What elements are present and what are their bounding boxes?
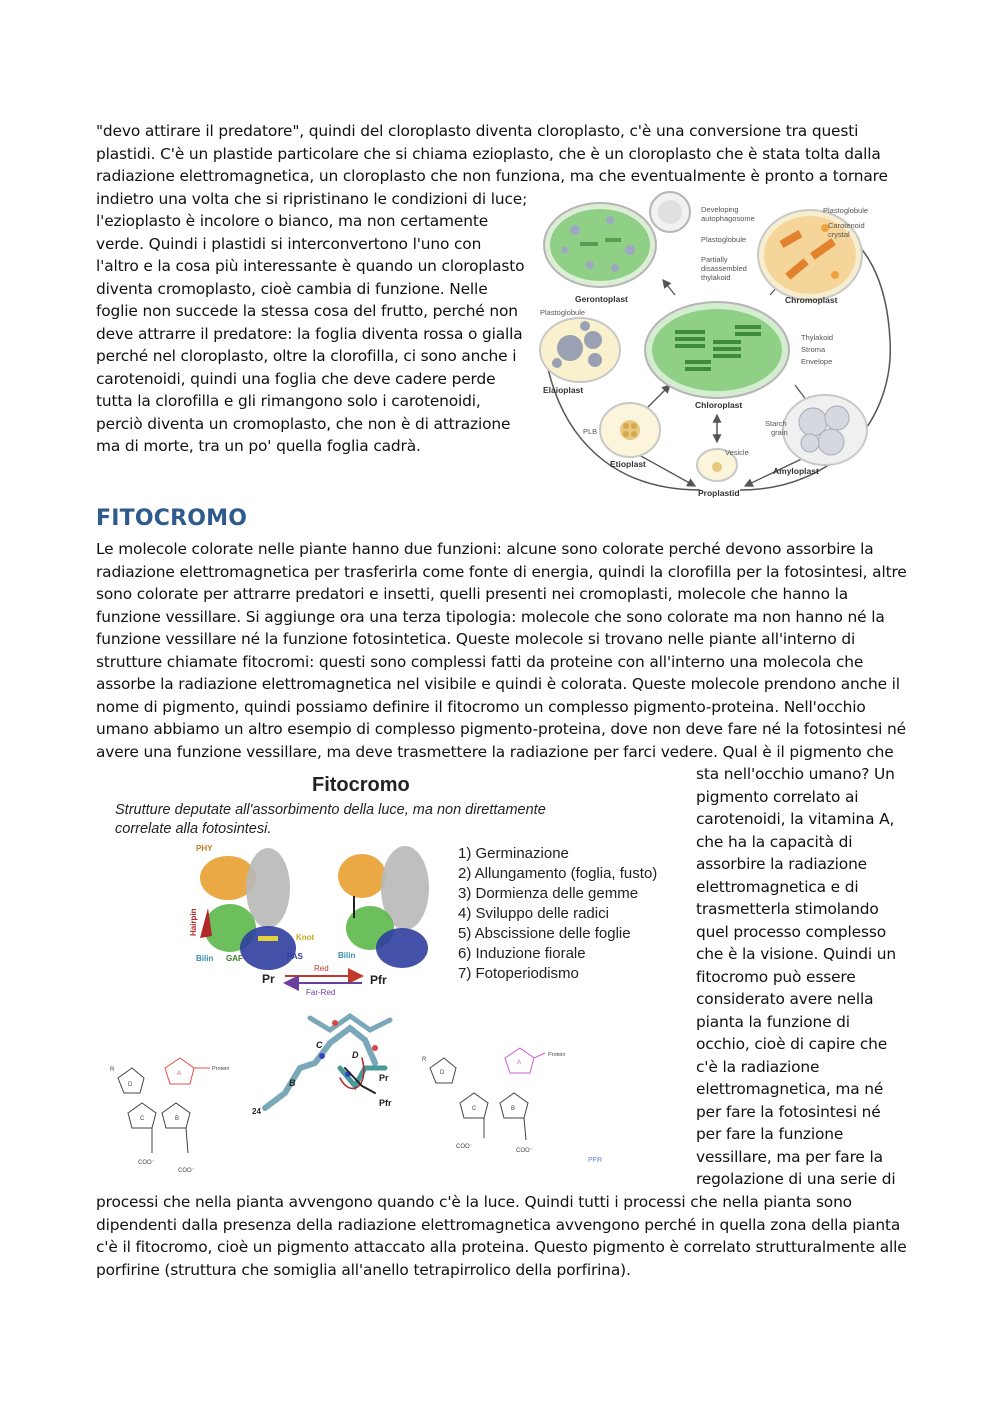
text-line: radiazione elettromagnetica, un cloroplasto che non funziona, ma che eventualmente è pronto a tornare: [96, 167, 888, 185]
list-item: 1) Germinazione: [458, 845, 569, 862]
text-line: fitocromo può essere: [696, 967, 856, 986]
label-elaioplast: Elaioplast: [543, 385, 584, 395]
label-amyloplast: Amyloplast: [773, 466, 819, 476]
plastid-diagram: [535, 190, 905, 502]
ring-c-right: C: [472, 1106, 477, 1112]
label-plastoglobule-chromo: Plastoglobule: [823, 206, 869, 215]
text-line: pigmento correlato ai: [696, 787, 859, 806]
text-line: ma di morte, tra un po' quella foglia cadrà.: [96, 437, 421, 455]
label-plastoglobule-elaio: Plastoglobule: [540, 308, 586, 317]
text-line: dipendenti dalla presenza della radiazione elettromagnetica avvengono perché in quella zona della pianta: [96, 1215, 901, 1234]
protein-structure-pr: [200, 848, 296, 970]
text-line: umano abbiamo un altro esempio di complesso pigmento-proteina, dove non deve fare né la fotosintesi né: [96, 720, 906, 738]
label-bilin-right: Bilin: [338, 951, 356, 960]
label-thylakoid-partial: thylakoid: [701, 273, 731, 282]
label-knot: Knot: [296, 933, 315, 942]
figure-subtitle-1: Strutture deputate all'assorbimento della luce, ma non direttamente: [115, 802, 546, 818]
label-gaf: GAF: [226, 954, 243, 963]
ring-d-right: D: [440, 1070, 445, 1076]
text-line: trasmetterla stimolando: [696, 900, 879, 918]
label-disassembled: disassembled: [701, 264, 747, 273]
text-line: c'è la radiazione: [696, 1057, 820, 1076]
ring-d-left: D: [128, 1082, 133, 1088]
chloroplast-illustration: [645, 302, 789, 398]
text-line: sono colorate per attrarre predatori e insetti, quelli presenti nei cromoplasti, molecole che hanno la: [96, 585, 849, 603]
section-heading: FITOCROMO: [96, 506, 248, 531]
label-carotenoid: Carotenoid: [828, 221, 865, 230]
arrow-chloro-geronto: [663, 280, 675, 295]
text-line: carotenoidi, quindi una foglia che deve cadere perde: [96, 369, 496, 388]
label-r-right: R: [422, 1057, 427, 1063]
label-pfr-small: Pfr: [379, 1098, 392, 1108]
protein-structure-pfr: [338, 846, 429, 968]
gerontoplast-illustration: [544, 192, 690, 287]
text-line: carotenoidi, la vitamina A,: [696, 810, 895, 828]
list-item: 4) Sviluppo delle radici: [458, 905, 609, 922]
text-line: assorbire la radiazione: [696, 855, 867, 873]
functions-list: [458, 845, 657, 982]
text-line: perché nel cloroplasto, oltre la clorofilla, ci sono anche i: [96, 347, 517, 365]
label-far-red: Far-Red: [306, 988, 336, 997]
text-line: che è la visione. Quindi un: [696, 945, 896, 963]
label-partially: Partially: [701, 255, 728, 264]
label-phy: PHY: [196, 844, 213, 853]
list-item: 5) Abscissione delle foglie: [458, 925, 631, 942]
text-line: funzione vessillare. Si aggiunge ora una terza tipologia: molecole che sono colorate ma non hanno né la: [96, 607, 885, 626]
label-starch: Starch: [765, 419, 787, 428]
text-line: c'è il fitocromo, cioè un pigmento attaccato alla proteina. Questo pigmento è correlato strutturalmente alle: [96, 1238, 907, 1256]
list-item: 2) Allungamento (foglia, fusto): [458, 865, 658, 882]
label-bilin-left: Bilin: [196, 954, 214, 963]
text-line: elettromagnetica e di: [696, 877, 859, 896]
label-coo-2: COO⁻: [178, 1168, 195, 1174]
label-proplastid: Proplastid: [698, 488, 740, 498]
label-thylakoid: Thylakoid: [801, 333, 834, 342]
label-gerontoplast: Gerontoplast: [575, 294, 628, 304]
text-line: considerato avere nella: [696, 990, 874, 1008]
text-line: che ha la capacità di: [696, 832, 853, 851]
text-line: plastidi. C'è un plastide particolare che si chiama ezioplasto, che è un cloroplasto che è stata tolta dalla: [96, 144, 881, 163]
text-line: l'altro e la cosa più interessante è quando un cloroplasto: [96, 257, 525, 275]
label-plastoglobule: Plastoglobule: [701, 235, 747, 244]
label-stroma: Stroma: [801, 345, 826, 354]
ring-a-right: A: [517, 1060, 522, 1066]
text-line: elettromagnetica, ma né: [696, 1080, 884, 1098]
label-crystal: crystal: [828, 230, 850, 239]
text-line: perciò diventa un cromoplasto, che non è di attrazione: [96, 414, 511, 433]
text-line: strutture chiamate fitocromi: questi sono complessi fatti da proteine con all'interno una molecola che: [96, 652, 864, 671]
text-line: sta nell'occhio umano? Un: [696, 765, 895, 783]
text-line: nome di pigmento, quindi possiamo definire il fitocromo un complesso pigmento-proteina. Nell'occhio: [96, 697, 866, 716]
label-r-left: R: [110, 1067, 115, 1073]
label-pfr-corner: PFR: [588, 1157, 602, 1164]
text-line: tutta la clorofilla e gli rimangono solo i carotenoidi,: [96, 392, 481, 410]
label-developing: Developing: [701, 205, 739, 214]
phytochrome-figure: [100, 768, 690, 1180]
label-coo-4: COO⁻: [516, 1148, 533, 1154]
text-line: porfirine (struttura che somiglia all'anello tetrapirrolico della porfirina).: [96, 1260, 631, 1279]
chromophore-model: [265, 1016, 390, 1108]
text-line: per fare la funzione: [696, 1125, 844, 1143]
fitocromo-paragraph: [96, 538, 907, 763]
text-line: indietro una volta che si ripristinano le condizioni di luce;: [96, 189, 528, 208]
text-line: processi che nella pianta avvengono quando c'è la luce. Quindi tutti i processi che nella pianta sono: [96, 1193, 852, 1211]
label-plb: PLB: [583, 427, 598, 436]
label-envelope: Envelope: [801, 357, 833, 366]
text-line: avere una funzione vessillare, ma deve trasmettere la radiazione per farci vedere. Qual è il pigmento che: [96, 742, 894, 761]
label-coo-3: COO⁻: [456, 1144, 473, 1150]
label-chromoplast: Chromoplast: [785, 295, 838, 305]
list-item: 3) Dormienza delle gemme: [458, 885, 639, 902]
ring-c-label: C: [316, 1040, 323, 1050]
label-pr: Pr: [262, 972, 275, 986]
ring-b-label: B: [289, 1078, 296, 1088]
label-grain: grain: [771, 428, 788, 437]
list-item: 7) Fotoperiodismo: [458, 965, 579, 982]
label-hairpin: Hairpin: [189, 908, 198, 936]
text-line: radiazione elettromagnetica per trasferirla come fonte di energia, quindi la clorofilla per la fotosintesi, altre: [96, 562, 907, 581]
text-line: regolazione di una serie di: [696, 1170, 896, 1188]
ring-c-left: C: [140, 1116, 145, 1122]
label-vesicle: Vesicle: [725, 448, 749, 457]
text-line: deve attrarre il predatore: la foglia diventa rossa o gialla: [96, 324, 523, 343]
figure-title: Fitocromo: [312, 774, 410, 796]
amyloplast-illustration: [783, 395, 867, 465]
text-line: diventa cromoplasto, cioè cambia di funzione. Nelle: [96, 279, 488, 298]
pfr-chemical-structure: [430, 1048, 545, 1140]
elaioplast-illustration: [540, 318, 620, 382]
label-protein-left: Protein: [212, 1066, 230, 1072]
text-line: Le molecole colorate nelle piante hanno due funzioni: alcune sono colorate perché devono assorbire la: [96, 540, 874, 558]
text-line: funzione vessillare né la funzione fotosintetica. Queste molecole si trovano nelle piante all'interno di: [96, 630, 856, 648]
figure-subtitle-2: correlate alla fotosintesi.: [115, 821, 272, 837]
label-autophagosome: autophagosome: [701, 214, 755, 223]
text-line: "devo attirare il predatore", quindi del cloroplasto diventa cloroplasto, c'è una conversione tra questi: [96, 122, 859, 140]
arrow-etio-chloro: [645, 385, 670, 410]
ring-b-right: B: [511, 1106, 516, 1112]
list-item: 6) Induzione fiorale: [458, 945, 586, 962]
text-line: foglie non succede la stessa cosa del frutto, perché non: [96, 302, 518, 320]
text-line: occhio, cioè di capire che: [696, 1035, 888, 1053]
ring-a-left: A: [177, 1071, 182, 1077]
text-line: pianta la funzione di: [696, 1012, 850, 1031]
ring-b-left: B: [175, 1116, 180, 1122]
etioplast-illustration: [600, 403, 660, 457]
label-24: 24: [252, 1107, 261, 1116]
label-pas: PAS: [287, 952, 303, 961]
text-line: quel processo complesso: [696, 922, 886, 941]
fitocromo-paragraph-tail: [96, 1191, 907, 1281]
text-line: verde. Quindi i plastidi si interconvertono l'uno con: [96, 234, 482, 253]
text-line: l'ezioplasto è incolore o bianco, ma non certamente: [96, 212, 489, 230]
label-pfr: Pfr: [370, 973, 387, 987]
label-pr-small: Pr: [379, 1073, 389, 1083]
label-protein-right: Protein: [548, 1052, 566, 1058]
label-chloroplast: Chloroplast: [695, 400, 743, 410]
label-coo-1: COO⁻: [138, 1160, 155, 1166]
text-line: per fare la fotosintesi né: [696, 1102, 881, 1121]
pr-chemical-structure: [118, 1058, 210, 1153]
wrap-column: [696, 763, 896, 1191]
label-red: Red: [314, 964, 329, 973]
text-line: assorbe la radiazione elettromagnetica nel visibile e quindi è colorata. Queste molecole prendono anche il: [96, 675, 900, 693]
label-etioplast: Etioplast: [610, 459, 646, 469]
ring-d-label: D: [352, 1050, 359, 1060]
text-line: vessillare, ma per fare la: [696, 1147, 883, 1166]
